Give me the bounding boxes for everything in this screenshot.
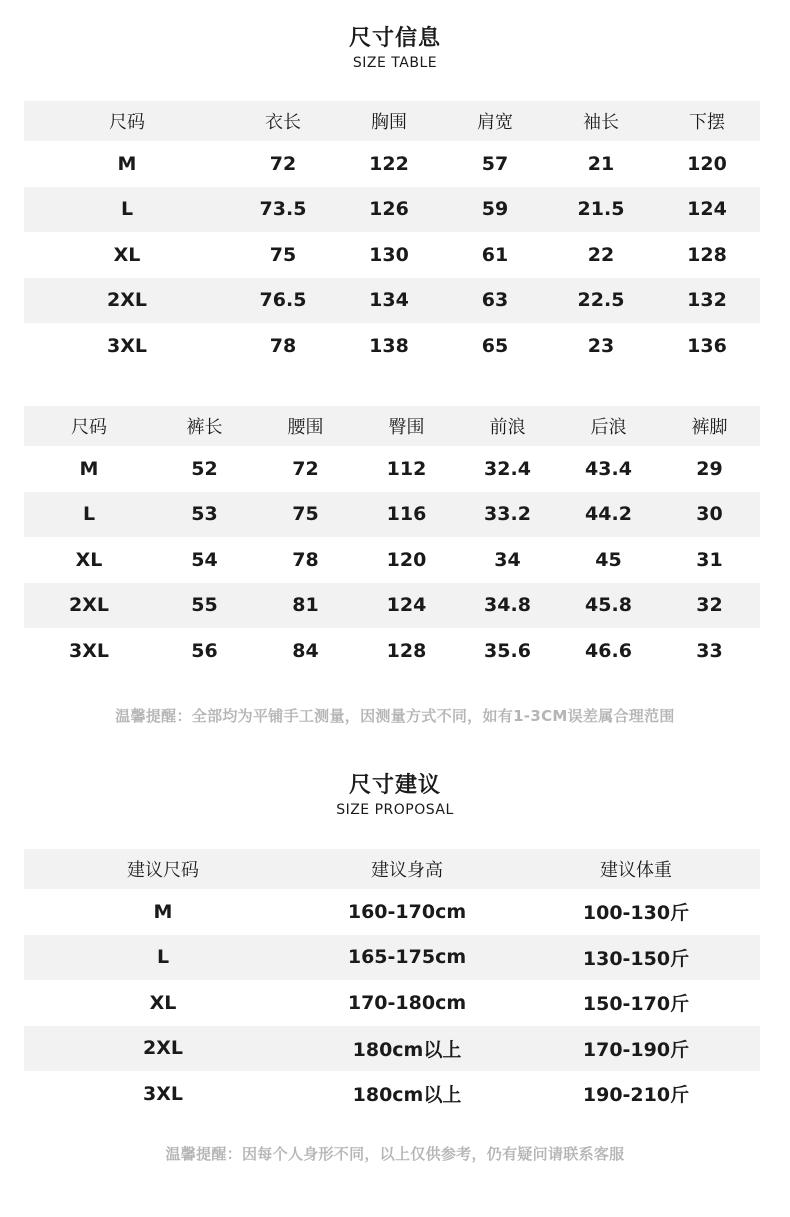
value-cell: 31 <box>696 548 723 571</box>
value-cell: 45 <box>595 548 622 571</box>
value-cell: 33 <box>696 639 723 662</box>
value-cell: 100-130斤 <box>582 902 690 925</box>
size-cell: XL <box>149 991 177 1014</box>
column-header: 后浪 <box>558 406 659 446</box>
value-cell: 61 <box>481 243 509 266</box>
value-cell: 136 <box>687 334 727 357</box>
column-header: 胸围 <box>336 101 442 141</box>
value-cell: 73.5 <box>230 187 336 233</box>
value-cell: 52 <box>191 457 218 480</box>
value-cell: 78 <box>269 334 297 357</box>
header-row <box>24 101 760 141</box>
value-cell: 130-150斤 <box>512 935 760 981</box>
value-cell: 122 <box>369 152 409 175</box>
value-cell: 56 <box>191 639 218 662</box>
header-row <box>24 406 760 446</box>
value-cell: 138 <box>369 334 409 357</box>
column-header: 肩宽 <box>442 101 548 141</box>
value-cell: 116 <box>356 492 457 538</box>
column-header: 建议体重 <box>512 849 760 889</box>
size-cell: M <box>117 152 137 175</box>
value-cell: 130 <box>369 243 409 266</box>
value-cell: 29 <box>696 457 723 480</box>
table-row <box>24 980 760 1026</box>
size-cell: 3XL <box>143 1082 183 1105</box>
value-cell: 132 <box>654 278 760 324</box>
table-row <box>24 323 760 369</box>
size-cell: 2XL <box>24 278 230 324</box>
header-row <box>24 849 760 889</box>
column-header: 尺码 <box>24 406 154 446</box>
value-cell: 75 <box>269 243 297 266</box>
size-cell: M <box>79 457 99 480</box>
size-table-heading <box>0 26 790 72</box>
value-cell: 81 <box>255 583 356 629</box>
value-cell: 190-210斤 <box>582 1084 690 1107</box>
value-cell: 165-175cm <box>302 935 512 981</box>
value-cell: 84 <box>292 639 319 662</box>
column-header: 腰围 <box>255 406 356 446</box>
value-cell: 32.4 <box>484 457 531 480</box>
value-cell: 72 <box>269 152 297 175</box>
value-cell: 128 <box>687 243 727 266</box>
value-cell: 30 <box>659 492 760 538</box>
size-cell: L <box>24 492 154 538</box>
value-cell: 33.2 <box>457 492 558 538</box>
reference-note: 温馨提醒：因每个人身形不同，以上仅供参考，仍有疑问请联系客服 <box>165 1145 625 1163</box>
column-header: 袖长 <box>548 101 654 141</box>
table-row <box>24 187 760 233</box>
table-row <box>24 492 760 538</box>
column-header: 下摆 <box>654 101 760 141</box>
value-cell: 120 <box>687 152 727 175</box>
value-cell: 72 <box>292 457 319 480</box>
value-cell: 124 <box>356 583 457 629</box>
value-cell: 180cm以上 <box>352 1084 462 1107</box>
value-cell: 78 <box>292 548 319 571</box>
measurement-note: 温馨提醒：全部均为平铺手工测量，因测量方式不同，如有1-3CM误差属合理范围 <box>115 707 675 725</box>
top-size-table <box>24 101 760 369</box>
table-row <box>24 141 760 187</box>
table-row <box>24 889 760 935</box>
column-header: 臀围 <box>356 406 457 446</box>
table-row <box>24 935 760 981</box>
value-cell: 23 <box>587 334 615 357</box>
value-cell: 43.4 <box>585 457 632 480</box>
size-cell: XL <box>113 243 141 266</box>
value-cell: 63 <box>442 278 548 324</box>
value-cell: 75 <box>255 492 356 538</box>
value-cell: 112 <box>386 457 427 480</box>
size-cell: 3XL <box>69 639 109 662</box>
column-header: 建议身高 <box>302 849 512 889</box>
value-cell: 44.2 <box>558 492 659 538</box>
value-cell: 22.5 <box>548 278 654 324</box>
value-cell: 34.8 <box>457 583 558 629</box>
value-cell: 35.6 <box>484 639 531 662</box>
value-cell: 76.5 <box>230 278 336 324</box>
size-cell: XL <box>75 548 103 571</box>
size-cell: L <box>24 935 302 981</box>
table-row <box>24 1071 760 1117</box>
column-header: 前浪 <box>457 406 558 446</box>
value-cell: 59 <box>442 187 548 233</box>
size-proposal-subtitle: SIZE PROPOSAL <box>336 802 454 818</box>
table-row <box>24 1026 760 1072</box>
pants-size-table <box>24 406 760 674</box>
value-cell: 134 <box>336 278 442 324</box>
value-cell: 54 <box>191 548 218 571</box>
value-cell: 32 <box>659 583 760 629</box>
value-cell: 170-180cm <box>347 991 467 1014</box>
value-cell: 65 <box>481 334 509 357</box>
size-cell: M <box>153 900 173 923</box>
table-row <box>24 446 760 492</box>
value-cell: 126 <box>336 187 442 233</box>
value-cell: 46.6 <box>585 639 632 662</box>
value-cell: 21 <box>587 152 615 175</box>
value-cell: 55 <box>154 583 255 629</box>
value-cell: 180cm以上 <box>302 1026 512 1072</box>
size-cell: 3XL <box>107 334 147 357</box>
size-proposal-title: 尺寸建议 <box>348 773 441 798</box>
column-header: 衣长 <box>230 101 336 141</box>
size-cell: L <box>24 187 230 233</box>
column-header: 裤脚 <box>659 406 760 446</box>
table-row <box>24 583 760 629</box>
value-cell: 150-170斤 <box>582 993 690 1016</box>
value-cell: 160-170cm <box>347 900 467 923</box>
size-table-subtitle: SIZE TABLE <box>352 55 438 71</box>
table-row <box>24 232 760 278</box>
table-row <box>24 278 760 324</box>
value-cell: 120 <box>386 548 427 571</box>
value-cell: 128 <box>386 639 427 662</box>
value-cell: 45.8 <box>558 583 659 629</box>
value-cell: 34 <box>494 548 521 571</box>
table-row <box>24 537 760 583</box>
value-cell: 170-190斤 <box>512 1026 760 1072</box>
size-cell: 2XL <box>24 583 154 629</box>
size-cell: 2XL <box>24 1026 302 1072</box>
column-header: 裤长 <box>154 406 255 446</box>
value-cell: 57 <box>481 152 509 175</box>
value-cell: 53 <box>154 492 255 538</box>
value-cell: 22 <box>587 243 615 266</box>
size-proposal-table <box>24 849 760 1117</box>
value-cell: 21.5 <box>548 187 654 233</box>
size-table-title: 尺寸信息 <box>348 26 441 51</box>
column-header: 尺码 <box>24 101 230 141</box>
value-cell: 124 <box>654 187 760 233</box>
table-row <box>24 628 760 674</box>
column-header: 建议尺码 <box>24 849 302 889</box>
size-proposal-heading <box>0 773 790 819</box>
